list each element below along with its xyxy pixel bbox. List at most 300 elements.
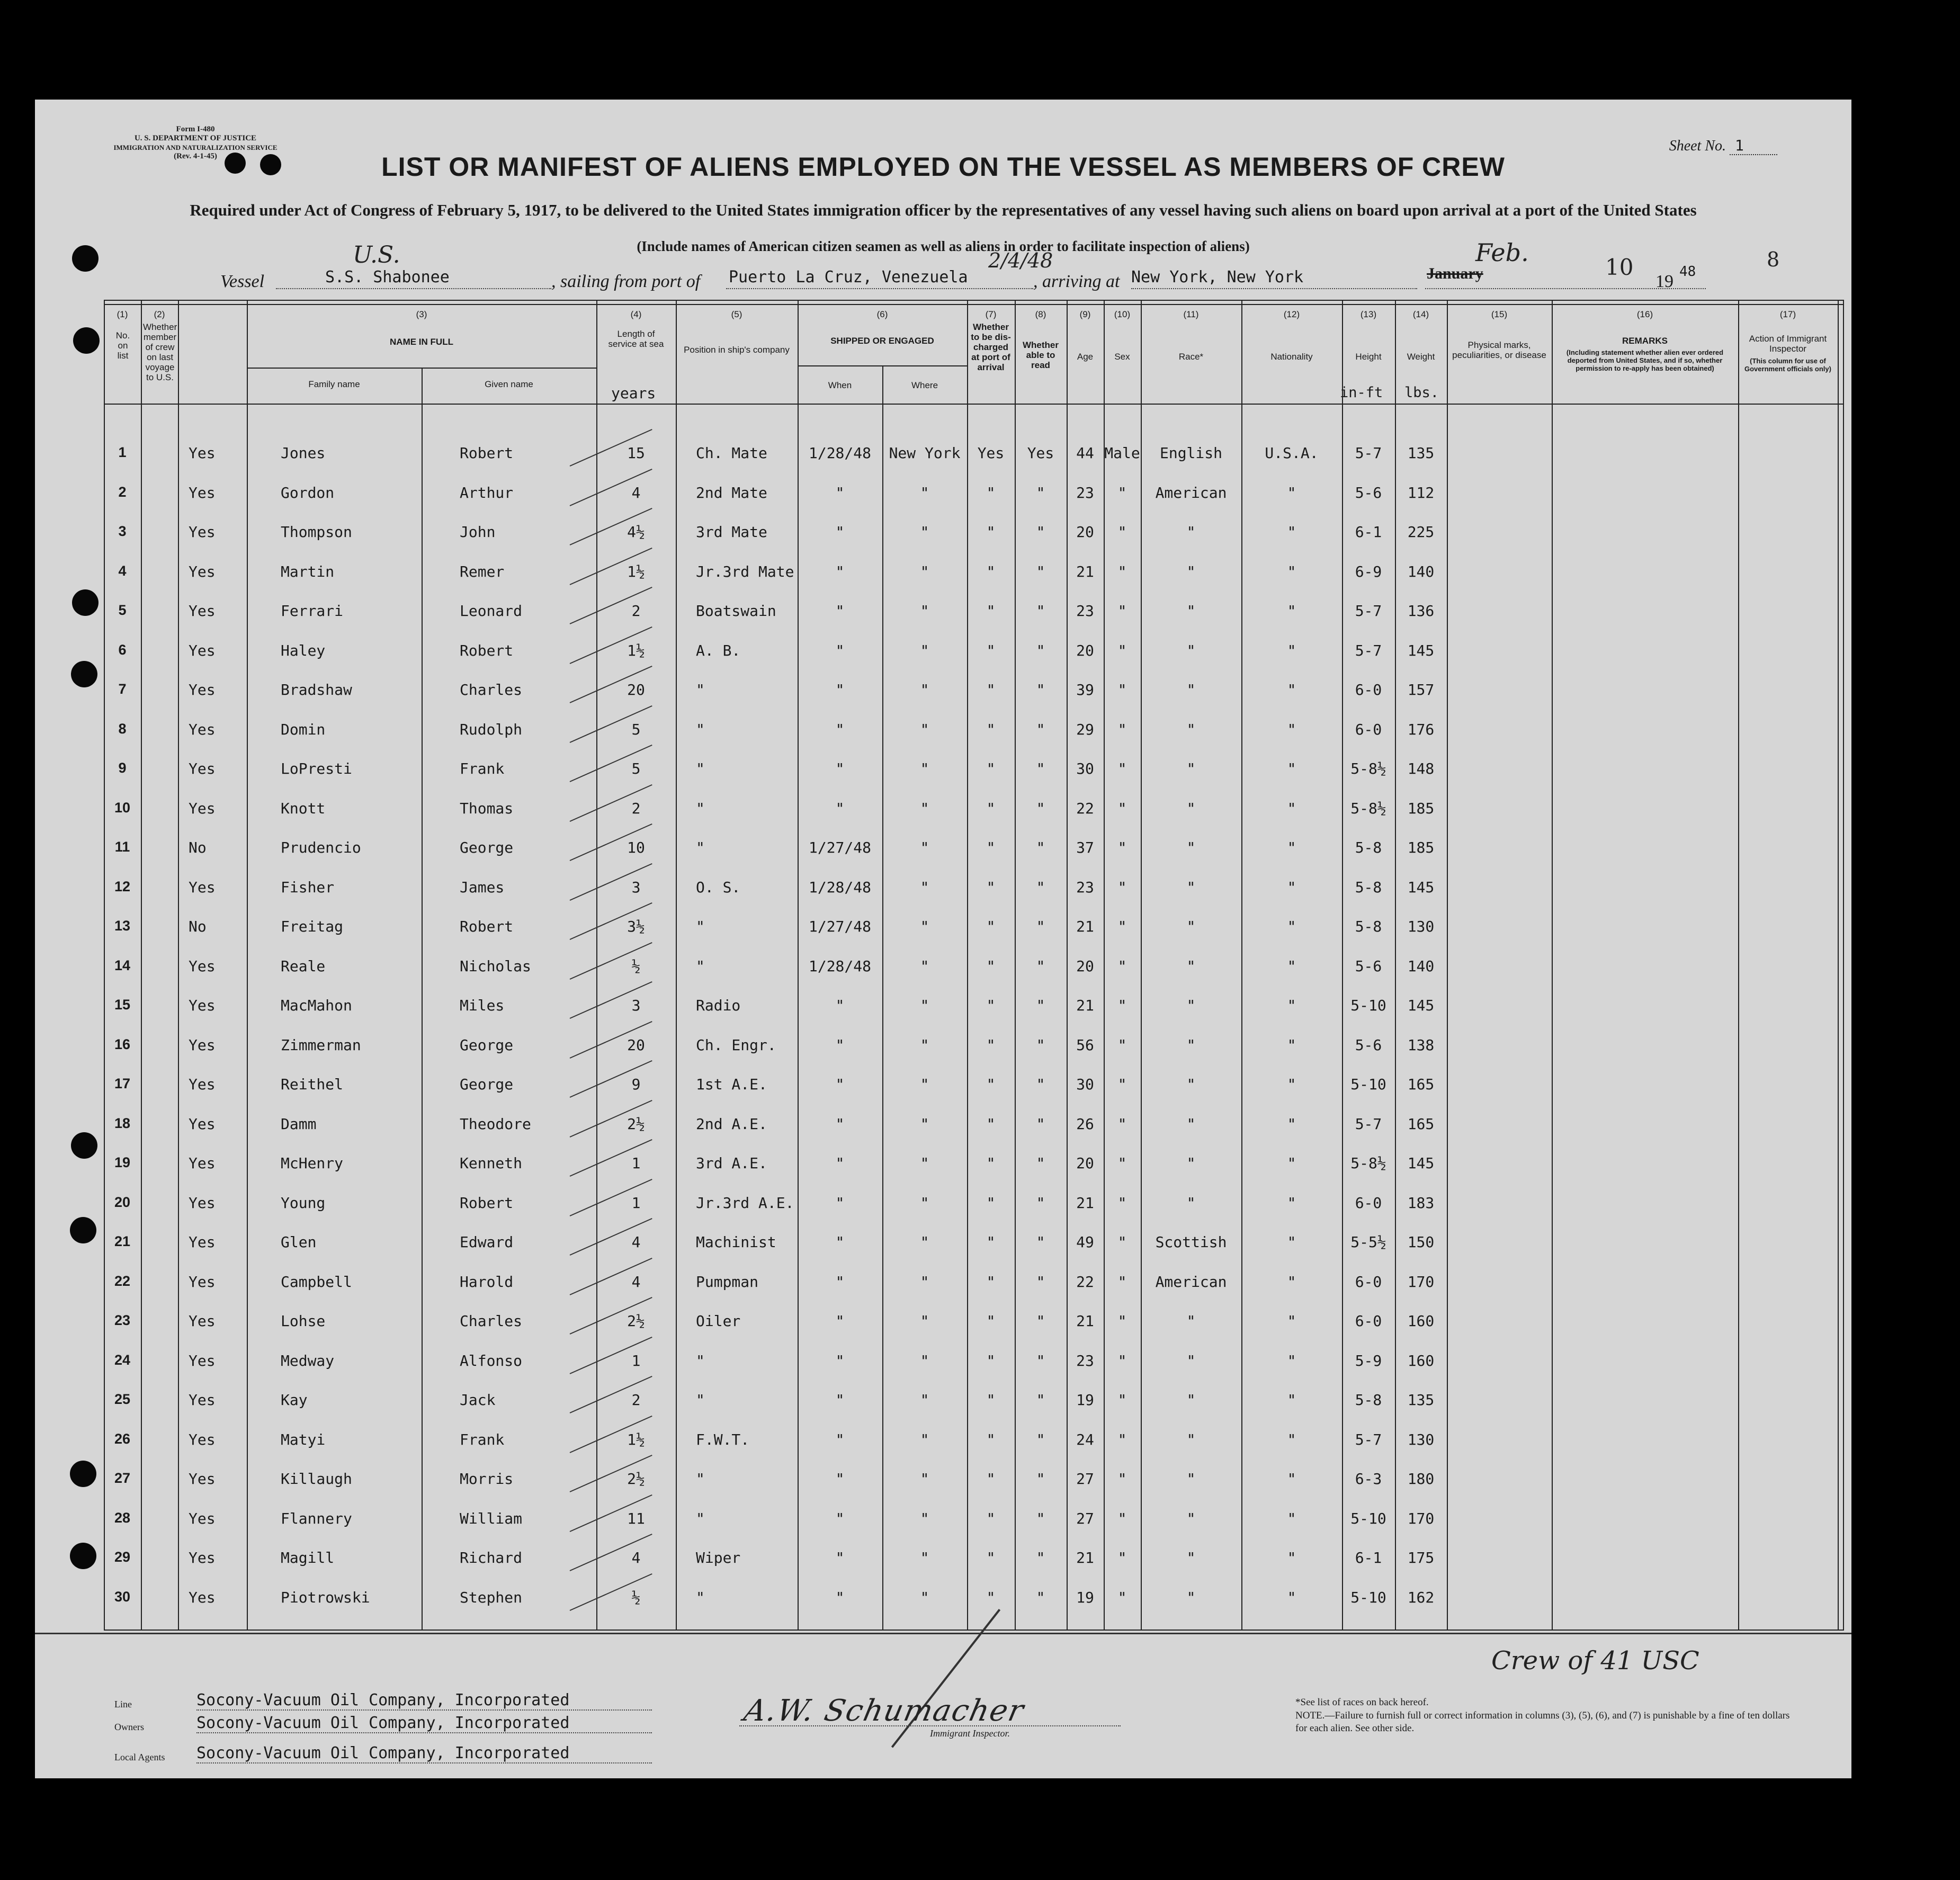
prev-voyage-cell: Yes	[189, 1588, 216, 1606]
weight-cell: 145	[1407, 1154, 1435, 1172]
family-name-cell: Bradshaw	[281, 681, 352, 699]
family-name-cell: Matyi	[281, 1430, 326, 1448]
shipped-where-cell: "	[920, 760, 929, 777]
table-row	[104, 717, 1844, 756]
position-cell: Ch. Engr.	[696, 1036, 776, 1054]
shipped-where-cell: "	[920, 997, 929, 1014]
table-row	[104, 598, 1844, 638]
height-cell: 5-10	[1350, 1588, 1386, 1606]
sex-cell: "	[1117, 799, 1127, 817]
nationality-cell: "	[1287, 523, 1296, 541]
service-cell: 2	[631, 1391, 641, 1409]
punch-hole	[70, 1217, 96, 1243]
col-header-weight-unit: lbs.	[1404, 384, 1439, 401]
weight-cell: 160	[1407, 1312, 1435, 1330]
table-row	[104, 1584, 1844, 1624]
race-cell: "	[1186, 1036, 1196, 1054]
age-cell: 21	[1076, 997, 1094, 1014]
position-cell: Ch. Mate	[696, 444, 767, 462]
family-name-cell: Knott	[281, 799, 326, 817]
table-row	[104, 1427, 1844, 1466]
given-name-cell: John	[460, 523, 496, 541]
height-cell: 6-0	[1355, 1194, 1382, 1212]
read-cell: "	[1036, 1312, 1045, 1330]
service-cell: 2	[631, 602, 641, 620]
sex-cell: "	[1117, 1312, 1127, 1330]
col-number: (10)	[1114, 309, 1131, 319]
sex-cell: "	[1117, 1470, 1127, 1488]
position-cell: "	[696, 799, 705, 817]
read-cell: "	[1036, 1036, 1045, 1054]
vessel-name: S.S. Shabonee	[325, 268, 450, 287]
shipped-when-cell: "	[835, 1588, 845, 1606]
position-cell: Oiler	[696, 1312, 741, 1330]
shipped-when-cell: "	[835, 1430, 845, 1448]
arriving-label: , arriving at	[1033, 272, 1120, 291]
col-header-discharged: Whether to be dis-charged at port of arrival	[971, 322, 1011, 372]
col-header-race: Race*	[1178, 352, 1204, 362]
col-header-age: Age	[1077, 352, 1094, 362]
position-cell: "	[696, 1470, 705, 1488]
shipped-where-cell: New York	[889, 444, 961, 462]
family-name-cell: MacMahon	[281, 997, 352, 1014]
punch-hole	[70, 1543, 96, 1569]
sex-cell: "	[1117, 1154, 1127, 1172]
age-cell: 19	[1076, 1391, 1094, 1409]
race-cell: "	[1186, 839, 1196, 856]
inspector-label: Immigrant Inspector.	[930, 1728, 1010, 1739]
read-cell: "	[1036, 760, 1045, 777]
read-cell: "	[1036, 1233, 1045, 1251]
position-cell: Jr.3rd A.E.	[696, 1194, 794, 1212]
table-row	[104, 1111, 1844, 1151]
owners-value: Socony-Vacuum Oil Company, Incorporated	[196, 1714, 652, 1733]
service-cell: 2½	[627, 1115, 645, 1133]
col-header-height: Height	[1355, 352, 1382, 362]
family-name-cell: Zimmerman	[281, 1036, 361, 1054]
family-name-cell: Thompson	[281, 523, 352, 541]
shipped-where-cell: "	[920, 957, 929, 975]
prev-voyage-cell: No	[189, 839, 207, 856]
discharged-cell: "	[986, 484, 996, 502]
prev-voyage-cell: Yes	[189, 1391, 216, 1409]
col-number: (13)	[1360, 309, 1377, 319]
col-header-prev-voyage: Whether member of crew on last voyage to U.S.	[143, 322, 177, 382]
margin-mark: 8	[1767, 248, 1780, 271]
service-cell: 5	[631, 760, 641, 777]
crew-table	[104, 300, 1844, 1631]
given-name-cell: Arthur	[460, 484, 514, 502]
table-row	[104, 559, 1844, 598]
nationality-cell: "	[1287, 1154, 1296, 1172]
nationality-cell: "	[1287, 1194, 1296, 1212]
sex-cell: "	[1117, 1509, 1127, 1527]
col-number: (3)	[416, 309, 427, 319]
race-cell: "	[1186, 523, 1196, 541]
shipped-when-cell: 1/27/48	[808, 918, 871, 935]
given-name-cell: George	[460, 1036, 514, 1054]
given-name-cell: George	[460, 839, 514, 856]
discharged-cell: "	[986, 1036, 996, 1054]
shipped-when-cell: "	[835, 681, 845, 699]
height-cell: 5-8½	[1350, 1154, 1386, 1172]
nationality-cell: "	[1287, 1430, 1296, 1448]
shipped-where-cell: "	[920, 523, 929, 541]
given-name-cell: Robert	[460, 918, 514, 935]
weight-cell: 162	[1407, 1588, 1435, 1606]
shipped-where-cell: "	[920, 1233, 929, 1251]
nationality-cell: "	[1287, 1470, 1296, 1488]
weight-cell: 140	[1407, 562, 1435, 580]
nationality-cell: "	[1287, 1115, 1296, 1133]
position-cell: Pumpman	[696, 1273, 759, 1291]
given-name-cell: Nicholas	[460, 957, 531, 975]
service-cell: 2½	[627, 1470, 645, 1488]
shipped-where-cell: "	[920, 681, 929, 699]
position-cell: "	[696, 681, 705, 699]
height-cell: 6-1	[1355, 1549, 1382, 1566]
weight-cell: 135	[1407, 444, 1435, 462]
date-year-prefix: 19	[1655, 272, 1673, 291]
age-cell: 21	[1076, 1194, 1094, 1212]
height-cell: 5-7	[1355, 1115, 1382, 1133]
table-row	[104, 1506, 1844, 1545]
discharged-cell: "	[986, 799, 996, 817]
table-row	[104, 1032, 1844, 1072]
prev-voyage-cell: Yes	[189, 1509, 216, 1527]
col-number: (2)	[154, 309, 165, 319]
age-cell: 21	[1076, 1312, 1094, 1330]
col-header-service: Length of service at sea	[608, 329, 664, 349]
age-cell: 39	[1076, 681, 1094, 699]
given-name-cell: Edward	[460, 1233, 514, 1251]
given-name-cell: Robert	[460, 641, 514, 659]
shipped-where-cell: "	[920, 1076, 929, 1093]
discharged-cell: "	[986, 839, 996, 856]
nationality-cell: "	[1287, 1588, 1296, 1606]
position-cell: "	[696, 1351, 705, 1369]
age-cell: 23	[1076, 602, 1094, 620]
nationality-cell: "	[1287, 1391, 1296, 1409]
given-name-cell: Richard	[460, 1549, 523, 1566]
weight-cell: 145	[1407, 997, 1435, 1014]
prev-voyage-cell: Yes	[189, 1036, 216, 1054]
discharged-cell: "	[986, 1076, 996, 1093]
read-cell: "	[1036, 641, 1045, 659]
height-cell: 6-3	[1355, 1470, 1382, 1488]
row-number: 9	[118, 760, 127, 776]
discharged-cell: "	[986, 1233, 996, 1251]
position-cell: "	[696, 839, 705, 856]
age-cell: 21	[1076, 918, 1094, 935]
sailing-date-annotation: 2/4/48	[988, 249, 1053, 272]
row-number: 8	[118, 720, 127, 737]
discharged-cell: "	[986, 1430, 996, 1448]
read-cell: "	[1036, 720, 1045, 738]
height-cell: 5-6	[1355, 484, 1382, 502]
service-cell: 4	[631, 484, 641, 502]
prev-voyage-cell: Yes	[189, 1312, 216, 1330]
discharged-cell: "	[986, 997, 996, 1014]
row-number: 27	[114, 1470, 131, 1486]
given-name-cell: Theodore	[460, 1115, 531, 1133]
shipped-when-cell: "	[835, 720, 845, 738]
family-name-cell: Fisher	[281, 878, 335, 896]
weight-cell: 170	[1407, 1509, 1435, 1527]
given-name-cell: Robert	[460, 1194, 514, 1212]
sex-cell: "	[1117, 720, 1127, 738]
position-cell: 2nd Mate	[696, 484, 767, 502]
race-cell: "	[1186, 957, 1196, 975]
height-cell: 5-8	[1355, 918, 1382, 935]
row-number: 10	[114, 799, 131, 816]
punch-hole	[71, 1132, 97, 1159]
prev-voyage-cell: Yes	[189, 878, 216, 896]
col-header-when: When	[828, 380, 852, 390]
agents-value: Socony-Vacuum Oil Company, Incorporated	[196, 1744, 652, 1763]
date-day: 10	[1605, 254, 1634, 280]
nationality-cell: "	[1287, 1549, 1296, 1566]
discharged-cell: "	[986, 1154, 996, 1172]
height-cell: 6-9	[1355, 562, 1382, 580]
nationality-cell: "	[1287, 484, 1296, 502]
row-number: 16	[114, 1036, 131, 1052]
table-row	[104, 1308, 1844, 1348]
given-name-cell: Leonard	[460, 602, 523, 620]
vessel-annotation: U.S.	[353, 241, 400, 268]
given-name-cell: Stephen	[460, 1588, 523, 1606]
height-cell: 5-8	[1355, 839, 1382, 856]
nationality-cell: "	[1287, 1273, 1296, 1291]
discharged-cell: "	[986, 523, 996, 541]
service-cell: 10	[627, 839, 645, 856]
punch-hole	[70, 1461, 96, 1487]
shipped-where-cell: "	[920, 1194, 929, 1212]
nationality-cell: "	[1287, 720, 1296, 738]
age-cell: 23	[1076, 878, 1094, 896]
shipped-when-cell: "	[835, 799, 845, 817]
family-name-cell: Freitag	[281, 918, 344, 935]
discharged-cell: "	[986, 878, 996, 896]
discharged-cell: "	[986, 641, 996, 659]
height-cell: 5-6	[1355, 1036, 1382, 1054]
weight-cell: 176	[1407, 720, 1435, 738]
read-cell: "	[1036, 839, 1045, 856]
prev-voyage-cell: Yes	[189, 681, 216, 699]
col-header-action: Action of Immigrant Inspector	[1749, 334, 1827, 354]
col-header-given-name: Given name	[485, 379, 533, 389]
service-cell: 9	[631, 1076, 641, 1093]
shipped-where-cell: "	[920, 1430, 929, 1448]
shipped-when-cell: "	[835, 1509, 845, 1527]
position-cell: "	[696, 957, 705, 975]
race-cell: "	[1186, 997, 1196, 1014]
family-name-cell: Magill	[281, 1549, 335, 1566]
sex-cell: "	[1117, 523, 1127, 541]
form-line: U. S. DEPARTMENT OF JUSTICE	[134, 134, 257, 142]
nationality-cell: "	[1287, 957, 1296, 975]
row-number: 26	[114, 1430, 131, 1447]
read-cell: "	[1036, 1391, 1045, 1409]
table-row	[104, 1190, 1844, 1230]
read-cell: "	[1036, 1115, 1045, 1133]
shipped-when-cell: "	[835, 1549, 845, 1566]
height-cell: 5-10	[1350, 1509, 1386, 1527]
race-cell: "	[1186, 1154, 1196, 1172]
age-cell: 27	[1076, 1470, 1094, 1488]
read-cell: "	[1036, 1273, 1045, 1291]
family-name-cell: Killaugh	[281, 1470, 352, 1488]
age-cell: 27	[1076, 1509, 1094, 1527]
row-number: 22	[114, 1273, 131, 1289]
shipped-where-cell: "	[920, 1154, 929, 1172]
height-cell: 5-9	[1355, 1351, 1382, 1369]
age-cell: 30	[1076, 1076, 1094, 1093]
shipped-when-cell: 1/28/48	[808, 444, 871, 462]
read-cell: "	[1036, 1154, 1045, 1172]
table-row	[104, 1071, 1844, 1111]
shipped-when-cell: "	[835, 1076, 845, 1093]
prev-voyage-cell: Yes	[189, 444, 216, 462]
col-number: (6)	[876, 309, 888, 319]
discharged-cell: "	[986, 720, 996, 738]
height-cell: 5-7	[1355, 1430, 1382, 1448]
sex-cell: "	[1117, 602, 1127, 620]
service-cell: 1	[631, 1351, 641, 1369]
family-name-cell: Lohse	[281, 1312, 326, 1330]
read-cell: "	[1036, 1430, 1045, 1448]
race-cell: English	[1159, 444, 1222, 462]
col-number: (16)	[1636, 309, 1653, 319]
age-cell: 20	[1076, 523, 1094, 541]
sex-cell: "	[1117, 562, 1127, 580]
race-cell: "	[1186, 1509, 1196, 1527]
height-cell: 6-0	[1355, 681, 1382, 699]
shipped-when-cell: 1/27/48	[808, 839, 871, 856]
table-row	[104, 1466, 1844, 1506]
col-number: (17)	[1779, 309, 1796, 319]
shipped-where-cell: "	[920, 641, 929, 659]
age-cell: 44	[1076, 444, 1094, 462]
position-cell: F.W.T.	[696, 1430, 750, 1448]
discharged-cell: "	[986, 1194, 996, 1212]
height-cell: 6-0	[1355, 1312, 1382, 1330]
shipped-when-cell: "	[835, 1391, 845, 1409]
weight-cell: 165	[1407, 1076, 1435, 1093]
sex-cell: "	[1117, 918, 1127, 935]
shipped-where-cell: "	[920, 1549, 929, 1566]
sex-cell: "	[1117, 1549, 1127, 1566]
family-name-cell: McHenry	[281, 1154, 344, 1172]
prev-voyage-cell: Yes	[189, 1549, 216, 1566]
family-name-cell: Reithel	[281, 1076, 344, 1093]
position-cell: "	[696, 918, 705, 935]
shipped-when-cell: "	[835, 1115, 845, 1133]
family-name-cell: Piotrowski	[281, 1588, 370, 1606]
row-number: 2	[118, 484, 127, 500]
row-number: 23	[114, 1312, 131, 1328]
position-cell: Radio	[696, 997, 741, 1014]
family-name-cell: Flannery	[281, 1509, 352, 1527]
read-cell: "	[1036, 799, 1045, 817]
service-cell: 2	[631, 799, 641, 817]
given-name-cell: James	[460, 878, 505, 896]
col-header-physical: Physical marks, peculiarities, or disease	[1452, 340, 1546, 360]
given-name-cell: Kenneth	[460, 1154, 523, 1172]
table-row	[104, 1545, 1844, 1584]
height-cell: 5-8	[1355, 1391, 1382, 1409]
height-cell: 6-0	[1355, 720, 1382, 738]
vessel-label: Vessel	[220, 272, 265, 291]
nationality-cell: "	[1287, 1233, 1296, 1251]
nationality-cell: "	[1287, 799, 1296, 817]
family-name-cell: Gordon	[281, 484, 335, 502]
punch-hole	[73, 327, 100, 354]
inspector-signature: A.W. Schumacher	[741, 1694, 1028, 1728]
read-cell: "	[1036, 997, 1045, 1014]
prev-voyage-cell: Yes	[189, 1351, 216, 1369]
nationality-cell: "	[1287, 641, 1296, 659]
sex-cell: "	[1117, 484, 1127, 502]
col-number: (7)	[985, 309, 997, 319]
race-cell: "	[1186, 799, 1196, 817]
given-name-cell: Charles	[460, 681, 523, 699]
service-cell: ½	[631, 957, 641, 975]
nationality-cell: "	[1287, 1036, 1296, 1054]
age-cell: 21	[1076, 1549, 1094, 1566]
sex-cell: "	[1117, 1036, 1127, 1054]
age-cell: 24	[1076, 1430, 1094, 1448]
position-cell: 3rd Mate	[696, 523, 767, 541]
sex-cell: "	[1117, 878, 1127, 896]
height-cell: 5-10	[1350, 997, 1386, 1014]
position-cell: Jr.3rd Mate	[696, 562, 794, 580]
position-cell: 2nd A.E.	[696, 1115, 767, 1133]
height-cell: 5-10	[1350, 1076, 1386, 1093]
nationality-cell: "	[1287, 602, 1296, 620]
position-cell: "	[696, 1588, 705, 1606]
row-number: 6	[118, 641, 127, 658]
race-cell: "	[1186, 1430, 1196, 1448]
shipped-where-cell: "	[920, 1509, 929, 1527]
family-name-cell: LoPresti	[281, 760, 352, 777]
prev-voyage-cell: Yes	[189, 1115, 216, 1133]
race-cell: "	[1186, 562, 1196, 580]
weight-cell: 175	[1407, 1549, 1435, 1566]
row-number: 1	[118, 444, 127, 460]
shipped-where-cell: "	[920, 1312, 929, 1330]
race-cell: American	[1155, 1273, 1227, 1291]
col-number: (8)	[1035, 309, 1046, 319]
given-name-cell: Jack	[460, 1391, 496, 1409]
given-name-cell: George	[460, 1076, 514, 1093]
position-cell: Wiper	[696, 1549, 741, 1566]
weight-cell: 135	[1407, 1391, 1435, 1409]
race-cell: "	[1186, 681, 1196, 699]
shipped-where-cell: "	[920, 602, 929, 620]
prev-voyage-cell: Yes	[189, 1273, 216, 1291]
shipped-when-cell: "	[835, 1154, 845, 1172]
service-cell: 3½	[627, 918, 645, 935]
shipped-where-cell: "	[920, 562, 929, 580]
sex-cell: Male	[1104, 444, 1140, 462]
nationality-cell: "	[1287, 878, 1296, 896]
race-cell: "	[1186, 1312, 1196, 1330]
prev-voyage-cell: Yes	[189, 720, 216, 738]
prev-voyage-cell: Yes	[189, 1470, 216, 1488]
table-row	[104, 677, 1844, 717]
prev-voyage-cell: Yes	[189, 484, 216, 502]
